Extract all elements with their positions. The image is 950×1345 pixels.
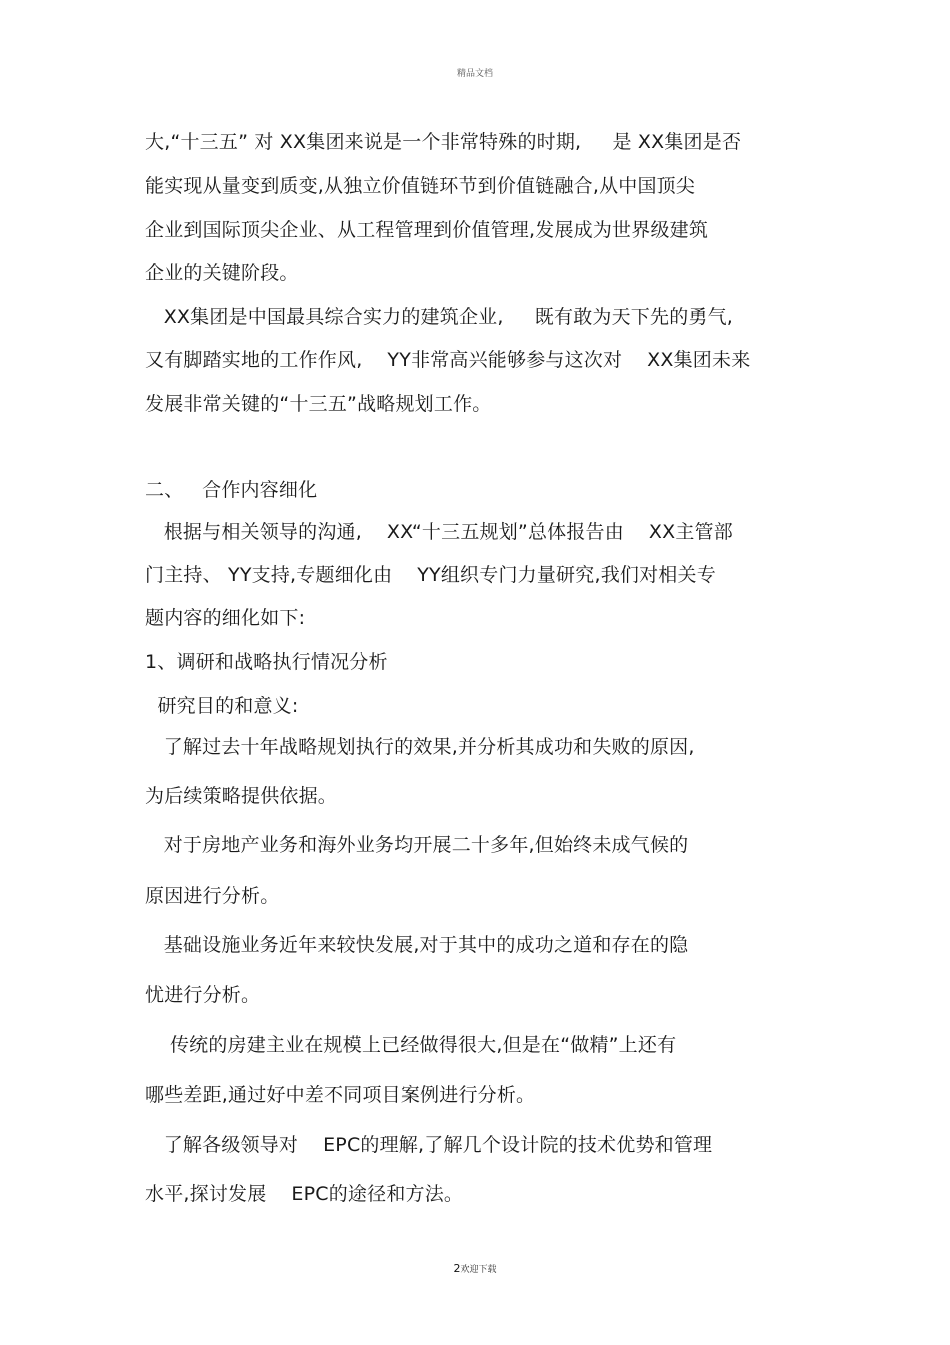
subsection-heading: 1、调研和战略执行情况分析 [145,651,388,673]
text-line: 门主持、 YY支持,专题细化由 YY组织专门力量研究,我们对相关专 [145,564,716,586]
text-line: 研究目的和意义: [145,695,299,717]
text-line: 发展非常关键的“十三五”战略规划工作。 [145,393,492,415]
text-line: 原因进行分析。 [145,885,280,907]
text-line: 企业到国际顶尖企业、从工程管理到价值管理,发展成为世界级建筑 [145,219,709,241]
text-line: 哪些差距,通过好中差不同项目案例进行分析。 [145,1084,536,1106]
text-line: 大,“十三五” 对 XX集团来说是一个非常特殊的时期, 是 XX集团是否 [145,131,742,153]
text-line: 了解过去十年战略规划执行的效果,并分析其成功和失败的原因, [145,736,695,758]
page-number: 2 [453,1262,461,1275]
text-line: 水平,探讨发展 EPC的途径和方法。 [145,1183,464,1205]
text-line: 忧进行分析。 [145,984,261,1006]
text-line: 对于房地产业务和海外业务均开展二十多年,但始终未成气候的 [145,834,689,856]
text-line: 传统的房建主业在规模上已经做得很大,但是在“做精”上还有 [145,1034,677,1056]
text-line: 为后续策略提供依据。 [145,785,338,807]
text-line: 根据与相关领导的沟通, XX“十三五规划”总体报告由 XX主管部 [145,521,733,543]
text-line: 题内容的细化如下: [145,607,306,629]
text-line: 能实现从量变到质变,从独立价值链环节到价值链融合,从中国顶尖 [145,175,696,197]
text-line: 企业的关键阶段。 [145,262,299,284]
text-line: 又有脚踏实地的工作作风, YY非常高兴能够参与这次对 XX集团未来 [145,349,751,371]
page-footer [0,1262,950,1275]
text-line: 基础设施业务近年来较快发展,对于其中的成功之道和存在的隐 [145,934,689,956]
section-heading: 二、 合作内容细化 [145,479,318,501]
text-line: XX集团是中国最具综合实力的建筑企业, 既有敢为天下先的勇气, [145,306,734,328]
page-header: 精品文档 [456,69,493,79]
footer-text: 欢迎下载 [460,1265,497,1275]
text-line: 了解各级领导对 EPC的理解,了解几个设计院的技术优势和管理 [145,1134,713,1156]
